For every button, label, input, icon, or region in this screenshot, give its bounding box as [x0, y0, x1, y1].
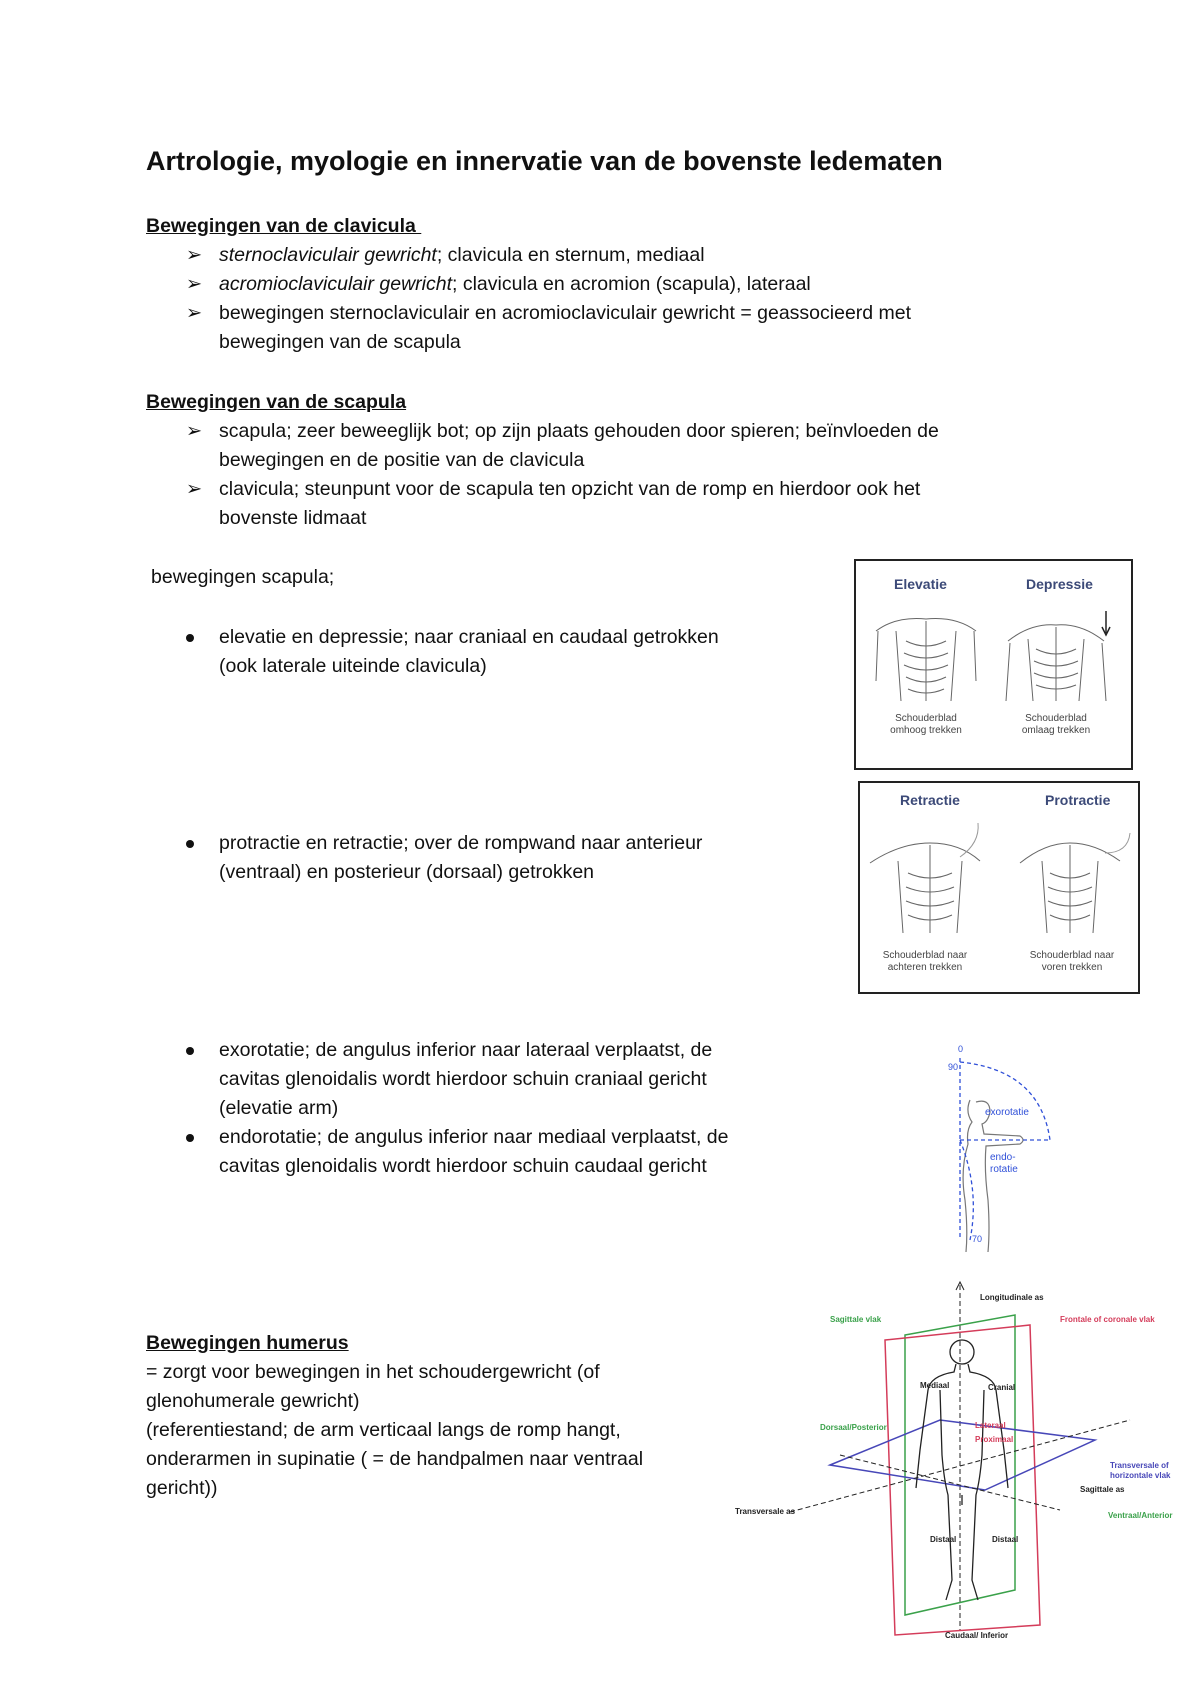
torso-skeleton-icon [1006, 625, 1106, 701]
figure-rotatie [940, 1040, 1080, 1255]
figure-elevatie-depressie [854, 559, 1133, 770]
label-caudaal-inferior: Caudaal/ Inferior [945, 1631, 1009, 1640]
bullet-dot-icon [186, 634, 194, 642]
human-figure-icon [916, 1340, 1008, 1600]
elevatie-list [146, 623, 806, 681]
label-ventraal-anterior: Ventraal/Anterior [1108, 1511, 1173, 1520]
list-item: ➢ scapula; zeer beweeglijk bot; op zijn plaats gehouden door spieren; beïnvloeden de bewegingen en de positie van de clavicula [146, 417, 1066, 475]
label-cranial: Cranial [988, 1383, 1016, 1392]
bullet-dot-icon [186, 1134, 194, 1142]
section-heading-clavicula: Bewegingen van de clavicula [146, 215, 422, 237]
rotation-arc-icon [960, 1058, 1050, 1240]
label-mediaal: Mediaal [920, 1381, 950, 1390]
scapula-list [146, 417, 1066, 533]
list-item: ➢ clavicula; steunpunt voor de scapula ten opzicht van de romp en hierdoor ook het bovenste lidmaat [146, 475, 1066, 533]
figure-label-protractie: Protractie [1045, 792, 1111, 808]
bullet-dot-icon [186, 840, 194, 848]
degree-90-label: 90 [948, 1062, 959, 1072]
arrow-bullet-icon: ➢ [185, 302, 203, 324]
figure-label-elevatie: Elevatie [894, 576, 947, 592]
arrow-bullet-icon: ➢ [185, 273, 203, 295]
list-item: ➢ sternoclaviculair gewricht; clavicula en sternum, mediaal [146, 241, 1066, 270]
label-sagittale-vlak: Sagittale vlak [830, 1315, 882, 1324]
caption-elevatie-1: Schouderblad [895, 713, 957, 724]
torso-skeleton-icon [1020, 833, 1130, 933]
label-dorsaal-posterior: Dorsaal/Posterior [820, 1423, 887, 1432]
caption-retractie-2: achteren trekken [887, 962, 963, 973]
longitudinal-axis-icon [956, 1282, 964, 1630]
caption-protractie-1: Schouderblad naar [1029, 950, 1115, 961]
label-transversale-as: Transversale as [735, 1507, 796, 1516]
list-item: endorotatie; de angulus inferior naar mediaal verplaatst, de cavitas glenoidalis wordt hierdoor schuin caudaal gericht [146, 1123, 826, 1181]
figure-retractie-protractie [858, 781, 1140, 994]
exorotatie-label: exorotatie [985, 1107, 1029, 1118]
label-lateraal: Lateraal [975, 1421, 1006, 1430]
humerus-paragraph: = zorgt voor bewegingen in het schoudergewricht (of glenohumerale gewricht) (referentiestand; de arm verticaal langs de romp hangt, onderarmen in supinatie ( = de handpalmen naar ventraal gericht)) [146, 1361, 644, 1499]
torso-skeleton-icon [876, 619, 976, 702]
list-item: exorotatie; de angulus inferior naar lateraal verplaatst, de cavitas glenoidalis wordt hierdoor schuin craniaal gericht (elevatie arm) [146, 1036, 826, 1123]
section-heading-scapula: Bewegingen van de scapula [146, 391, 407, 413]
label-distaal-1: Distaal [930, 1535, 957, 1544]
bewegingen-scapula-label: bewegingen scapula; [151, 566, 335, 588]
arrow-bullet-icon: ➢ [185, 244, 203, 266]
figure-label-retractie: Retractie [900, 792, 960, 808]
caption-protractie-2: voren trekken [1041, 962, 1103, 973]
label-sagittale-as: Sagittale as [1080, 1485, 1125, 1494]
section-heading-humerus: Bewegingen humerus [146, 1332, 349, 1354]
label-distaal-2: Distaal [992, 1535, 1019, 1544]
list-item: protractie en retractie; over de rompwand naar anterieur (ventraal) en posterieur (dorsaal) getrokken [146, 829, 806, 887]
figure-anatomische-vlakken [730, 1280, 1190, 1640]
label-transversale-vlak-1: Transversale of [1110, 1461, 1169, 1470]
protractie-list [146, 829, 806, 887]
caption-elevatie-2: omhoog trekken [890, 725, 962, 736]
rotatie-list [146, 1036, 826, 1181]
caption-retractie-1: Schouderblad naar [882, 950, 968, 961]
degree-0-label: 0 [958, 1044, 964, 1054]
list-item: ➢ bewegingen sternoclaviculair en acromioclaviculair gewricht = geassocieerd met bewegingen van de scapula [146, 299, 1066, 357]
list-item: ➢ acromioclaviculair gewricht; clavicula en acromion (scapula), lateraal [146, 270, 1066, 299]
arrow-bullet-icon: ➢ [185, 420, 203, 442]
page-title: Artrologie, myologie en innervatie van de bovenste ledematen [146, 146, 943, 176]
endorotatie-label-2: rotatie [990, 1164, 1018, 1175]
caption-depressie-2: omlaag trekken [1021, 725, 1091, 736]
caption-depressie-1: Schouderblad [1025, 713, 1087, 724]
label-transversale-vlak-2: horizontale vlak [1110, 1471, 1171, 1480]
label-longitudinale-as: Longitudinale as [980, 1293, 1044, 1302]
degree-70-label: 70 [972, 1234, 983, 1244]
label-frontale-vlak: Frontale of coronale vlak [1060, 1315, 1155, 1324]
arrow-bullet-icon: ➢ [185, 478, 203, 500]
bullet-dot-icon [186, 1047, 194, 1055]
clavicula-list [146, 241, 1066, 357]
body-outline-icon [963, 1100, 1023, 1252]
down-arrow-icon [1102, 611, 1110, 635]
label-proximaal: Proximaal [975, 1435, 1014, 1444]
endorotatie-label-1: endo- [990, 1152, 1016, 1163]
list-item: elevatie en depressie; naar craniaal en caudaal getrokken (ook laterale uiteinde clavicula) [146, 623, 806, 681]
torso-skeleton-icon [870, 823, 980, 933]
figure-label-depressie: Depressie [1026, 576, 1093, 592]
